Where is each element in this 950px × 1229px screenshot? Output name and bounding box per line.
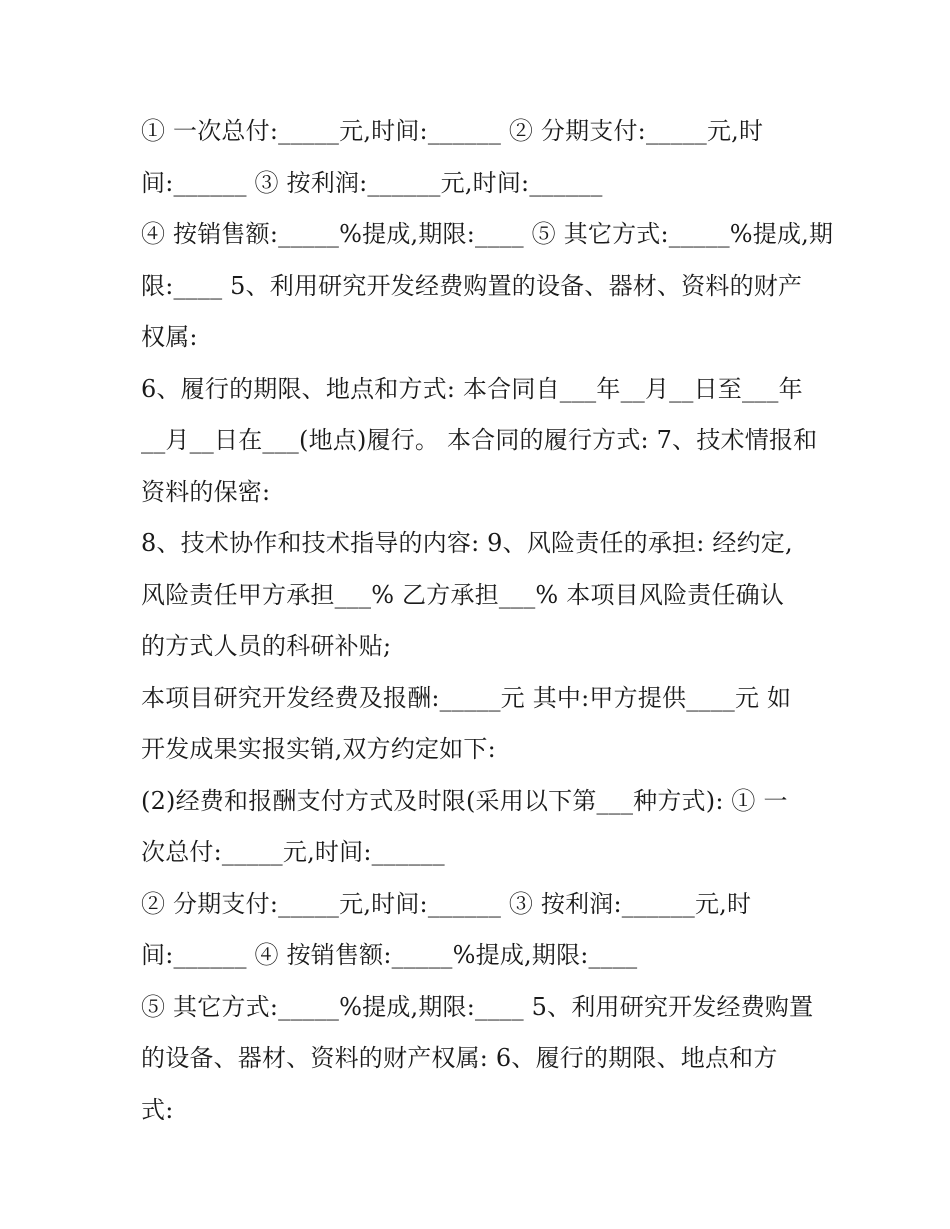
text-line: 的方式人员的科研补贴; — [141, 632, 392, 660]
text-line: (2)经费和报酬支付方式及时限(采用以下第___种方式): ① 一 — [141, 786, 788, 815]
text-line: 风险责任甲方承担___% 乙方承担___% 本项目风险责任确认 — [141, 580, 785, 609]
text-line: 间:______ ④ 按销售额:_____%提成,期限:____ — [141, 941, 638, 969]
text-line: ① 一次总付:_____元,时间:______ ② 分期支付:_____元,时 — [141, 117, 764, 145]
text-line: 权属: — [141, 323, 198, 351]
text-line: 限:____ 5、利用研究开发经费购置的设备、器材、资料的财产 — [141, 271, 803, 300]
text-line: 的设备、器材、资料的财产权属: 6、履行的期限、地点和方 — [141, 1044, 778, 1072]
text-line: 本项目研究开发经费及报酬:_____元 其中:甲方提供____元 如 — [141, 683, 792, 712]
text-line: 8、技术协作和技术指导的内容: 9、风险责任的承担: 经约定, — [141, 529, 793, 557]
document-body — [141, 106, 834, 1136]
text-line: 间:______ ③ 按利润:______元,时间:______ — [141, 168, 603, 197]
text-line: 6、履行的期限、地点和方式: 本合同自___年__月__日至___年 — [141, 374, 803, 403]
text-line: 次总付:_____元,时间:______ — [141, 838, 445, 866]
text-line: 资料的保密: — [141, 477, 271, 506]
text-line: __月__日在___(地点)履行。 本合同的履行方式: 7、技术情报和 — [141, 426, 818, 454]
text-line: ② 分期支付:_____元,时间:______ ③ 按利润:______元,时 — [141, 889, 752, 918]
text-line: ⑤ 其它方式:_____%提成,期限:____ 5、利用研究开发经费购置 — [141, 992, 814, 1021]
text-line: 开发成果实报实销,双方约定如下: — [141, 735, 496, 763]
text-line: ④ 按销售额:_____%提成,期限:____ ⑤ 其它方式:_____%提成,期 — [141, 220, 834, 248]
text-line: 式: — [141, 1095, 174, 1124]
